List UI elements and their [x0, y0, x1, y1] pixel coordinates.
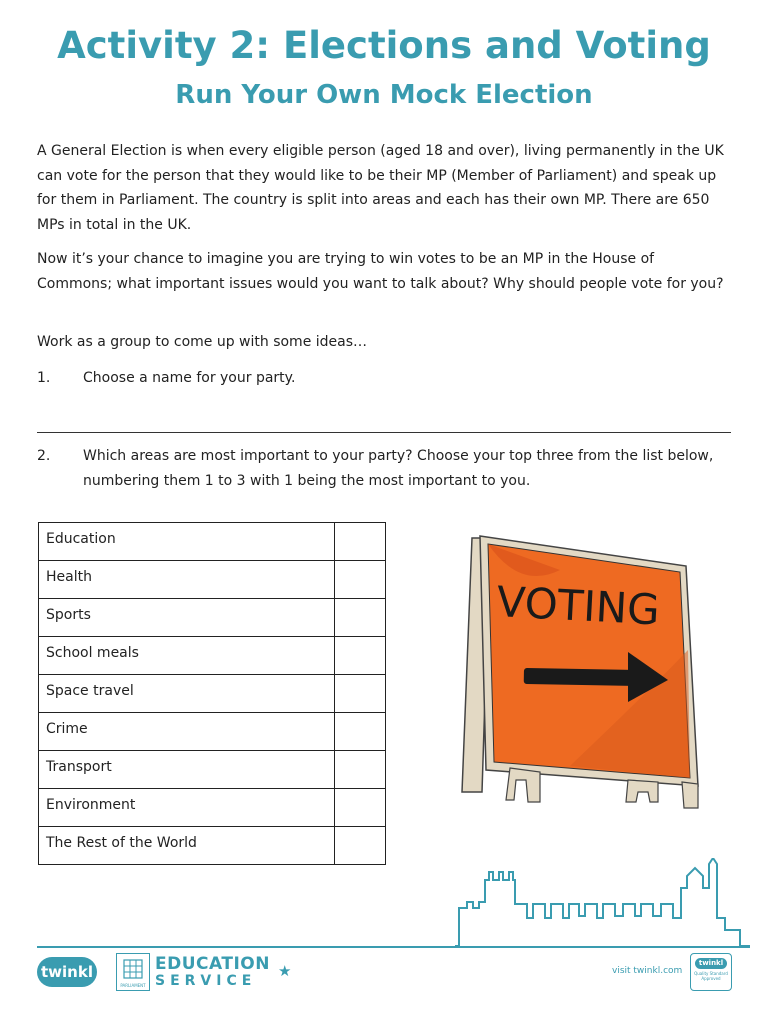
badge-text: Quality Standard Approved: [694, 971, 728, 981]
prompt-paragraph: Now it’s your chance to imagine you are trying to win votes to be an MP in the House of Commons; what important issues would you want to talk about? Why should people vote for you?: [37, 251, 724, 292]
table-row: [39, 751, 386, 789]
rank-box[interactable]: [335, 827, 386, 865]
table-row: [39, 789, 386, 827]
area-label: Transport: [39, 751, 335, 789]
footer-divider: [37, 946, 750, 948]
parliament-skyline-decoration: [455, 858, 750, 948]
sign-text: VOTING: [495, 577, 661, 635]
table-row: [39, 561, 386, 599]
table-row: [39, 637, 386, 675]
twinkl-logo: twinkl: [37, 957, 97, 987]
group-instruction: Work as a group to come up with some ideas…: [37, 334, 368, 350]
area-label: Space travel: [39, 675, 335, 713]
parliament-portcullis-icon: [116, 953, 150, 991]
question-2: [37, 444, 727, 519]
table-row: [39, 599, 386, 637]
voting-sign-illustration: [450, 530, 710, 820]
education-service-line2: SERVICE: [155, 973, 257, 989]
rank-box[interactable]: [335, 713, 386, 751]
education-service-line1: EDUCATION: [155, 954, 270, 974]
party-name-answer-line[interactable]: [37, 432, 731, 433]
question-text: Which areas are most important to your party? Choose your top three from the list below, numbering them 1 to 3 with 1 being the most important to you.: [83, 448, 714, 489]
area-label: Education: [39, 523, 335, 561]
question-number: 1.: [37, 370, 51, 386]
rank-box[interactable]: [335, 751, 386, 789]
rank-box[interactable]: [335, 675, 386, 713]
area-label: School meals: [39, 637, 335, 675]
table-row: [39, 675, 386, 713]
page-title: Activity 2: Elections and Voting: [57, 24, 711, 67]
question-text: Choose a name for your party.: [83, 370, 296, 386]
area-label: The Rest of the World: [39, 827, 335, 865]
star-icon: ★: [278, 962, 292, 980]
area-label: Environment: [39, 789, 335, 827]
page-subtitle: Run Your Own Mock Election: [175, 80, 593, 110]
quality-standard-badge: [690, 953, 732, 991]
rank-box[interactable]: [335, 789, 386, 827]
table-row: [39, 713, 386, 751]
rank-box[interactable]: [335, 637, 386, 675]
area-label: Sports: [39, 599, 335, 637]
question-number: 2.: [37, 448, 51, 464]
intro-paragraph: A General Election is when every eligible person (aged 18 and over), living permanently in the UK can vote for the person that they would like to be their MP (Member of Parliament) and speak up for them in Parliament. The country is split into areas and each has their own MP. There are 650 MPs in total in the UK.: [37, 143, 724, 233]
rank-box[interactable]: [335, 523, 386, 561]
parliament-label: PARLIAMENT: [120, 983, 146, 988]
areas-ranking-table: [38, 522, 386, 865]
table-row: [39, 827, 386, 865]
rank-box[interactable]: [335, 599, 386, 637]
area-label: Crime: [39, 713, 335, 751]
table-row: [39, 523, 386, 561]
rank-box[interactable]: [335, 561, 386, 599]
badge-logo: twinkl: [695, 958, 727, 969]
area-label: Health: [39, 561, 335, 599]
question-1: [37, 366, 727, 391]
visit-link[interactable]: visit twinkl.com: [612, 966, 683, 976]
